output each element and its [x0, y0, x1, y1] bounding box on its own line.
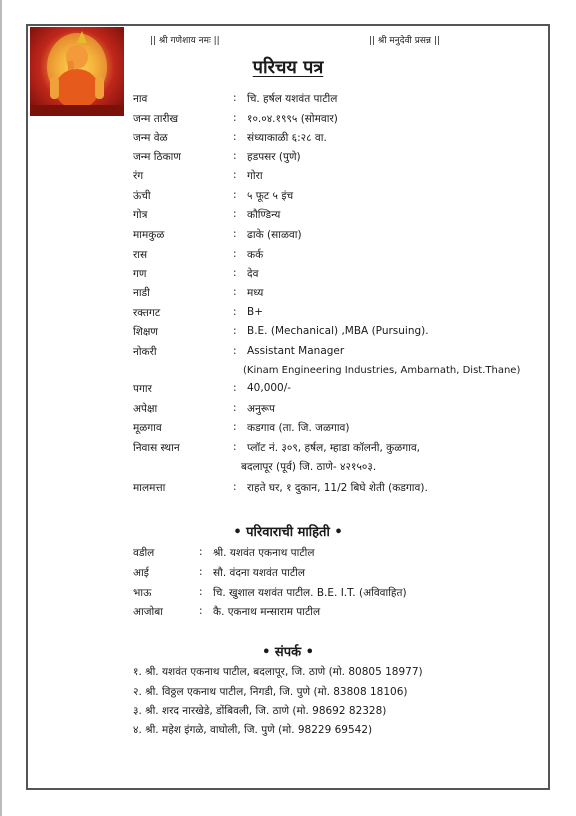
detail-row [133, 306, 263, 324]
family-row [133, 566, 305, 584]
detail-colon: : [233, 248, 237, 260]
page-left-edge [0, 0, 2, 816]
detail-label: जन्म वेळ [133, 132, 168, 144]
family-value: कै. एकनाथ मन्साराम पाटील [213, 606, 321, 618]
detail-row [133, 208, 280, 226]
detail-colon: : [233, 189, 237, 201]
detail-colon: : [233, 92, 237, 104]
detail-colon: : [233, 382, 237, 394]
detail-label: शिक्षण [133, 326, 158, 338]
detail-row [133, 150, 301, 168]
detail-row [133, 325, 429, 343]
detail-label: अपेक्षा [133, 403, 158, 415]
detail-row [133, 189, 293, 207]
detail-row [133, 286, 263, 304]
detail-colon: : [233, 402, 237, 414]
detail-label: पगार [133, 383, 152, 395]
detail-row [133, 228, 302, 246]
detail-value: चि. हर्षल यशवंत पाटील [247, 93, 338, 105]
detail-label: निवास स्थान [133, 442, 180, 454]
family-colon: : [199, 566, 203, 578]
detail-value: गोरा [247, 170, 263, 182]
job-company-note: (Kinam Engineering Industries, Ambarnath, Dist.Thane) [243, 365, 521, 376]
detail-row [133, 169, 263, 187]
detail-label: जन्म ठिकाण [133, 151, 181, 163]
family-label: भाऊ [133, 587, 152, 599]
family-value: श्री. यशवंत एकनाथ पाटील [213, 547, 315, 559]
detail-value: 40,000/- [247, 382, 292, 394]
blessing-right: || श्री मनुदेवी प्रसन्न || [368, 36, 440, 46]
detail-label: जन्म तारीख [133, 113, 179, 125]
detail-value: Assistant Manager [247, 345, 345, 357]
family-colon: : [199, 546, 203, 558]
detail-value: B+ [247, 306, 264, 318]
detail-value: कौण्डिन्य [247, 209, 281, 221]
detail-label: रंग [133, 170, 144, 182]
detail-colon: : [233, 208, 237, 220]
contact-item: २. श्री. विठ्ठल एकनाथ पाटील, निगडी, जि. पुणे (मो. 83808 18106) [133, 686, 408, 698]
detail-value: राहते घर, १ दुकान, 11/2 बिघे शेती (कडगाव). [247, 482, 428, 494]
detail-row [133, 112, 338, 130]
detail-label: नोकरी [133, 346, 157, 358]
detail-label: ऊंची [133, 190, 151, 202]
detail-label: गण [133, 268, 147, 280]
contact-section-title: • संपर्क • [262, 645, 314, 660]
detail-colon: : [233, 267, 237, 279]
detail-row [133, 248, 263, 266]
detail-value: कर्क [247, 249, 264, 261]
blessing-header [150, 33, 440, 46]
detail-colon: : [233, 345, 237, 357]
family-section-title: • परिवाराची माहिती • [233, 525, 343, 540]
detail-value: B.E. (Mechanical) ,MBA (Pursuing). [247, 325, 429, 337]
contact-item: ३. श्री. शरद नारखेडे, डोंबिवली, जि. ठाणे (मो. 98692 82328) [133, 705, 387, 717]
family-value: सौ. वंदना यशवंत पाटील [213, 567, 305, 579]
detail-value: संध्याकाळी ६:२८ वा. [247, 132, 327, 144]
detail-value: अनुरूप [247, 403, 275, 415]
family-row [133, 546, 315, 564]
detail-label: मामकुळ [133, 229, 165, 241]
detail-label: नाव [133, 93, 148, 105]
page-title: परिचय पत्र [252, 57, 324, 78]
address-line-2: बदलापूर (पूर्व) जि. ठाणे- ४२१५०३. [241, 461, 377, 473]
contact-item: ४. श्री. महेश इंगळे, वाघोली, जि. पुणे (मो. 98229 69542) [133, 724, 373, 736]
detail-label: नाडी [133, 287, 150, 299]
detail-colon: : [233, 228, 237, 240]
detail-colon: : [233, 441, 237, 453]
detail-row [133, 421, 350, 439]
detail-label: गोत्र [133, 209, 148, 221]
detail-value: १०.०४.१९९५ (सोमवार) [247, 113, 338, 125]
family-label: आजोबा [133, 606, 163, 618]
family-label: वडील [133, 547, 155, 559]
family-row [133, 605, 320, 623]
detail-row [133, 481, 428, 499]
detail-row [133, 131, 327, 149]
detail-label: रक्तगट [133, 307, 161, 319]
detail-colon: : [233, 421, 237, 433]
detail-row [133, 402, 275, 420]
family-label: आई [133, 567, 149, 579]
detail-colon: : [233, 169, 237, 181]
detail-label: मालमत्ता [133, 482, 166, 494]
detail-label: रास [133, 249, 148, 261]
family-colon: : [199, 605, 203, 617]
detail-colon: : [233, 286, 237, 298]
detail-value: हडपसर (पुणे) [247, 151, 301, 163]
detail-value: ५ फूट ५ इंच [247, 190, 294, 202]
detail-row [133, 345, 344, 363]
detail-label: मूळगाव [133, 422, 162, 434]
detail-colon: : [233, 325, 237, 337]
detail-colon: : [233, 481, 237, 493]
detail-colon: : [233, 131, 237, 143]
detail-value: ढाके (साळवा) [247, 229, 302, 241]
family-row [133, 586, 407, 604]
family-colon: : [199, 586, 203, 598]
detail-row [133, 267, 258, 285]
detail-value: देव [247, 268, 259, 280]
detail-row [133, 441, 420, 459]
blessing-left: || श्री गणेशाय नमः || [150, 36, 220, 46]
detail-colon: : [233, 150, 237, 162]
family-value: चि. खुशाल यशवंत पाटील. B.E. I.T. (अविवाहित) [213, 587, 407, 599]
detail-row [133, 92, 337, 110]
detail-row [133, 382, 291, 400]
detail-value: मध्य [247, 287, 264, 299]
detail-value: कडगाव (ता. जि. जळगाव) [247, 422, 350, 434]
detail-colon: : [233, 112, 237, 124]
contact-item: १. श्री. यशवंत एकनाथ पाटील, बदलापूर, जि. ठाणे (मो. 80805 18977) [133, 666, 423, 678]
detail-value: प्लॉट नं. ३०९, हर्षल, म्हाडा कॉलनी, कुळगाव, [247, 442, 421, 454]
detail-colon: : [233, 306, 237, 318]
